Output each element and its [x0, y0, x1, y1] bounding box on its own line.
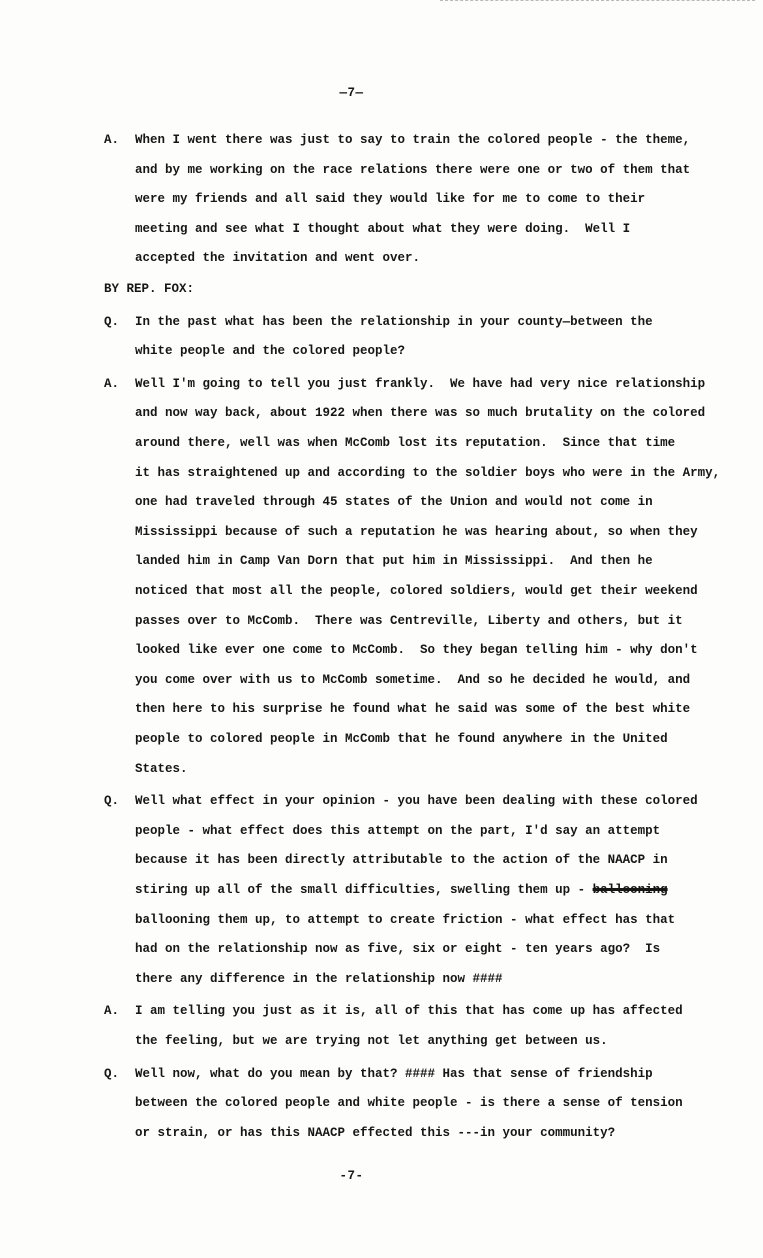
- transcript-line: meeting and see what I thought about what they were doing. Well I: [135, 221, 631, 236]
- question-marker: Q.: [104, 794, 120, 809]
- answer-marker: A.: [104, 376, 120, 391]
- transcript-line: had on the relationship now as five, six or eight - ten years ago? Is: [135, 942, 661, 957]
- answer-marker: A.: [104, 1004, 120, 1019]
- transcript-line: you come over with us to McComb sometime. And so he decided he would, and: [135, 672, 691, 687]
- transcript-line: there any difference in the relationship now ####: [135, 971, 503, 986]
- answer-marker: A.: [104, 133, 120, 147]
- transcript-line: Well what effect in your opinion - you have been dealing with these colored: [135, 794, 698, 809]
- transcript-line: States.: [135, 761, 188, 776]
- transcript-line: one had traveled through 45 states of the Union and would not come in: [135, 495, 653, 510]
- transcript-line: I am telling you just as it is, all of this that has come up has affected: [135, 1004, 683, 1019]
- transcript-line: accepted the invitation and went over.: [135, 251, 421, 266]
- transcript-line: looked like ever one come to McComb. So they began telling him - why don't: [135, 643, 698, 658]
- transcript-line: were my friends and all said they would like for me to come to their: [135, 192, 646, 207]
- speaker-heading: BY REP. FOX:: [104, 282, 195, 296]
- transcript-line: the feeling, but we are trying not let anything get between us.: [135, 1034, 608, 1048]
- transcript-line: Mississippi because of such a reputation he was hearing about, so when they: [135, 524, 698, 539]
- transcript-line: it has straightened up and according to the soldier boys who were in the Army,: [135, 465, 721, 480]
- transcript-line: Well now, what do you mean by that? #### Has that sense of friendship: [135, 1066, 653, 1081]
- transcript-line: In the past what has been the relationship in your county—between the: [135, 314, 653, 329]
- transcript-line: Well I'm going to tell you just frankly. We have had very nice relationship: [135, 376, 706, 391]
- transcript-line: ballooning them up, to attempt to create friction - what effect has that: [135, 912, 676, 927]
- transcript-line: or strain, or has this NAACP effected this ---in your community?: [135, 1125, 616, 1140]
- page-number-top: —7—: [339, 86, 364, 100]
- page-top-edge: [440, 0, 755, 1]
- question-marker: Q.: [104, 314, 120, 329]
- transcript-line: white people and the colored people?: [135, 344, 406, 359]
- transcript-line: noticed that most all the people, colored soldiers, would get their weekend: [135, 584, 698, 598]
- page-number-bottom: -7-: [339, 1169, 364, 1183]
- transcript-line: landed him in Camp Van Dorn that put him in Mississippi. And then he: [135, 554, 653, 569]
- transcript-line: around there, well was when McComb lost its reputation. Since that time: [135, 436, 676, 450]
- transcript-line: When I went there was just to say to train the colored people - the theme,: [135, 133, 691, 147]
- transcript-line: then here to his surprise he found what he said was some of the best white: [135, 702, 691, 717]
- transcript-line: stiring up all of the small difficulties, swelling them up - ballooning: [135, 883, 668, 897]
- transcript-line: because it has been directly attributable to the action of the NAACP in: [135, 853, 668, 868]
- transcript-line: people - what effect does this attempt on the part, I'd say an attempt: [135, 823, 661, 838]
- transcript-line: between the colored people and white people - is there a sense of tension: [135, 1096, 683, 1111]
- transcript-line: and now way back, about 1922 when there was so much brutality on the colored: [135, 406, 706, 421]
- transcript-line: people to colored people in McComb that he found anywhere in the United: [135, 732, 668, 746]
- struck-out-word: ballooning: [592, 883, 668, 897]
- question-marker: Q.: [104, 1066, 120, 1081]
- transcript-line: passes over to McComb. There was Centreville, Liberty and others, but it: [135, 613, 683, 628]
- transcript-line: and by me working on the race relations there were one or two of them that: [135, 162, 691, 177]
